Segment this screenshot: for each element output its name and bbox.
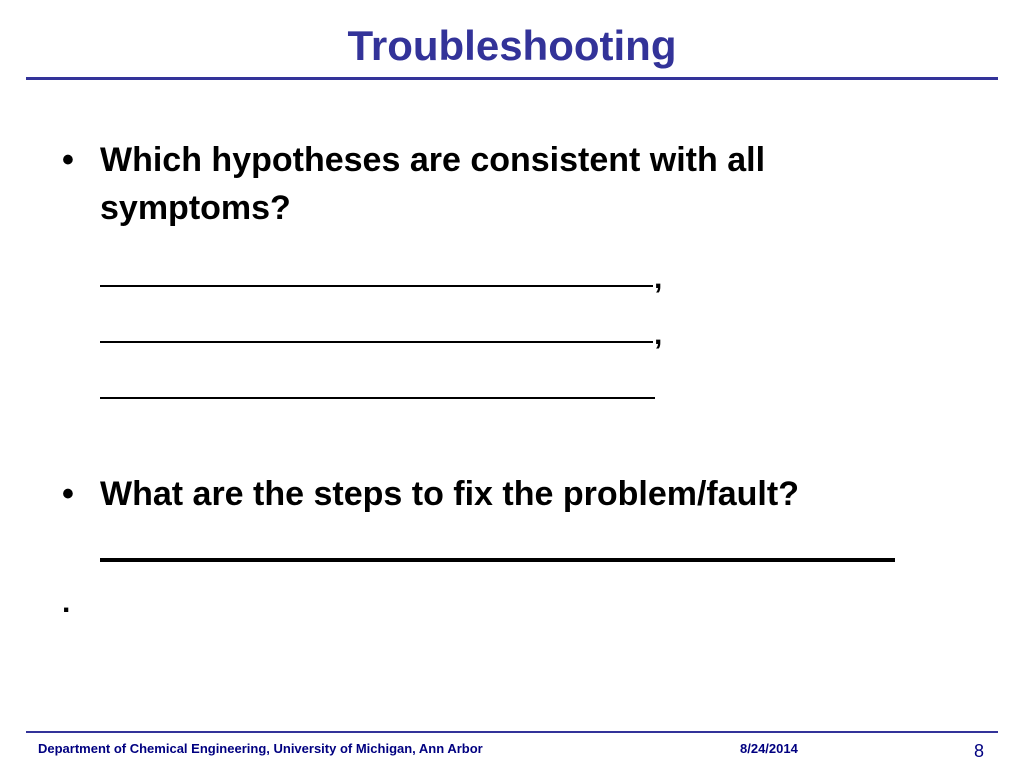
footer-date: 8/24/2014 <box>740 741 798 756</box>
bullet-1-line-1: Which hypotheses are consistent with all <box>100 141 766 179</box>
bullet-marker: • <box>62 141 74 179</box>
page-number: 8 <box>974 741 985 761</box>
answer-blank-steps[interactable] <box>100 558 895 562</box>
answer-blank-1[interactable] <box>100 285 653 287</box>
footer-department: Department of Chemical Engineering, University of Michigan, Ann Arbor <box>38 741 483 756</box>
bullet-1-line-2: symptoms? <box>100 189 291 227</box>
slide-title: Troubleshooting <box>347 22 677 69</box>
answer-terminator: . <box>62 586 71 619</box>
answer-separator-1: , <box>654 262 663 295</box>
answer-blank-2[interactable] <box>100 341 653 343</box>
title-divider <box>26 77 998 80</box>
bullet-2-line-1: What are the steps to fix the problem/fault? <box>100 475 799 513</box>
footer-divider <box>26 731 998 733</box>
bullet-marker: • <box>62 475 74 513</box>
answer-blank-3[interactable] <box>100 397 655 399</box>
answer-separator-2: , <box>654 318 663 351</box>
